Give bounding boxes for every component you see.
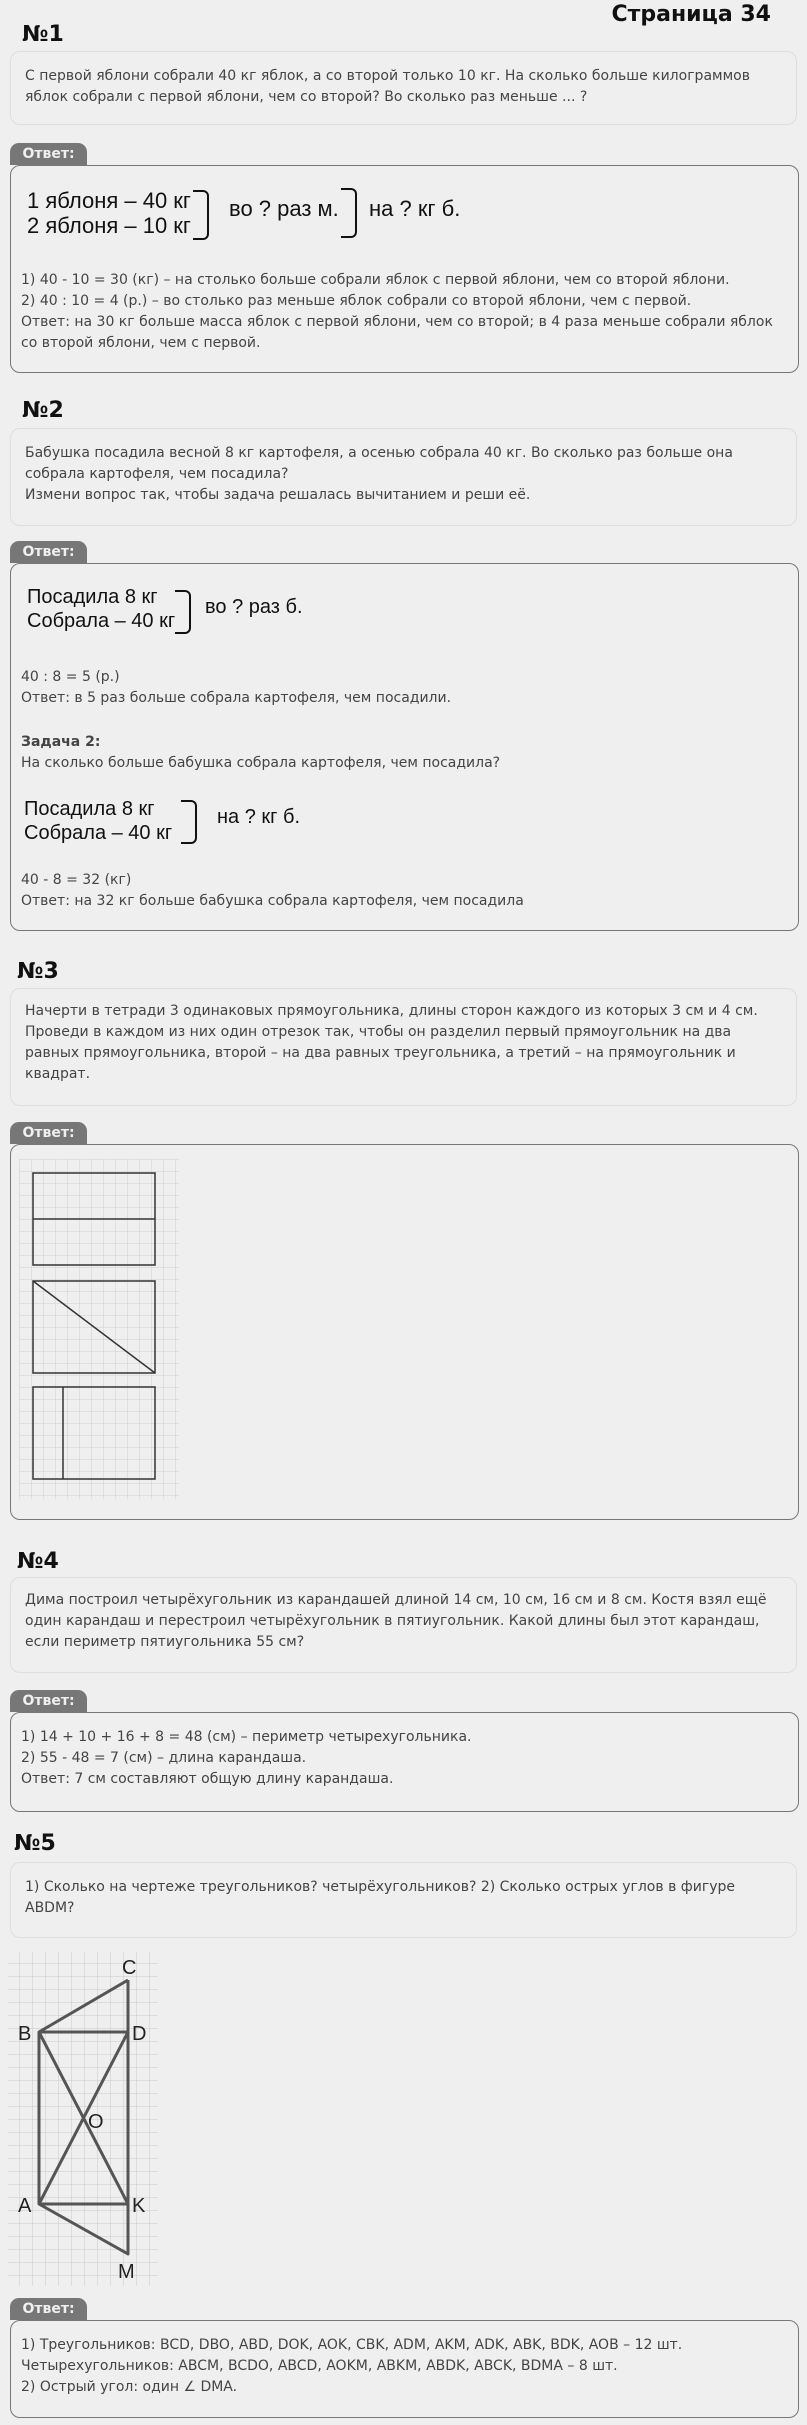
- task5-figure: [6, 1950, 166, 2290]
- task1-answer: [10, 165, 799, 373]
- task3-question: [10, 988, 797, 1106]
- task1-scheme-line1: 1 яблоня – 40 кг: [27, 188, 191, 213]
- task2-number: №2: [22, 398, 64, 423]
- task4-answer-text: [21, 1727, 788, 1790]
- task2-answer2: [21, 870, 788, 912]
- task1-brace1: [193, 190, 209, 240]
- label-d: D: [132, 2023, 147, 2045]
- answer-line: Ответ: в 5 раз больше собрала картофеля, чем посадили.: [21, 690, 452, 706]
- task2-question-text: Бабушка посадила весной 8 кг картофеля, а осенью собрала 40 кг. Во сколько раз больше она собрала картофеля, чем посадила?: [25, 445, 733, 482]
- task5-question: [10, 1862, 797, 1938]
- task3-question-text: Начерти в тетради 3 одинаковых прямоугольника, длины сторон каждого из которых 3 см и 4 см. Проведи в каждом из них один отрезок так, чтобы он разделил первый прямоугольник на два равных прямоугольника, второй – на два равных треугольника, а третий – на прямоугольник и квадрат.: [25, 1003, 758, 1082]
- task5-answer: [10, 2320, 799, 2418]
- answer-line: 1) 40 - 10 = 30 (кг) – на столько больше собрали яблок с первой яблони, чем со второй яблони.: [21, 272, 730, 288]
- subtask-question: На сколько больше бабушка собрала картофеля, чем посадила?: [21, 755, 501, 771]
- task5-answer-text: [21, 2335, 788, 2398]
- task1-scheme-line2: 2 яблоня – 10 кг: [27, 213, 191, 238]
- task5-number: №5: [14, 1831, 56, 1856]
- task2-scheme1-line2: Собрала – 40 кг: [27, 610, 176, 632]
- task3-answer: [10, 1144, 799, 1520]
- task4-question: [10, 1577, 797, 1673]
- answer-tab: Ответ:: [10, 1122, 87, 1144]
- task1-question-text: С первой яблони собрали 40 кг яблок, а со второй только 10 кг. На сколько больше килограммов яблок собрали с первой яблони, чем со второй? Во сколько раз меньше ... ?: [25, 68, 750, 105]
- task2-brace2: [181, 800, 197, 844]
- answer-line: Ответ: 7 см составляют общую длину карандаша.: [21, 1771, 394, 1787]
- task2-question: [10, 428, 797, 526]
- answer-line: Четырехугольников: ABCM, BCDO, ABCD, AOKM, ABKM, ABDK, ABCK, BDMA – 8 шт.: [21, 2358, 618, 2374]
- task4-number: №4: [17, 1549, 59, 1574]
- task1-answer-text: [21, 270, 788, 354]
- task2-answer1: [21, 667, 788, 709]
- answer-line: 2) Острый угол: один ∠ DMA.: [21, 2379, 238, 2395]
- task5-question-text: 1) Сколько на чертеже треугольников? четырёхугольников? 2) Сколько острых углов в фигуре ABDM?: [25, 1879, 735, 1916]
- task1-number: №1: [22, 22, 64, 47]
- answer-line: Ответ: на 30 кг больше масса яблок с первой яблони, чем со второй; в 4 раза меньше собрали яблок со второй яблони, чем с первой.: [21, 314, 773, 351]
- task2-answer: [10, 563, 799, 931]
- task2-scheme1-q: во ? раз б.: [205, 596, 303, 618]
- answer-line: 1) 14 + 10 + 16 + 8 = 48 (см) – периметр четырехугольника.: [21, 1729, 472, 1745]
- label-a: A: [18, 2195, 32, 2217]
- task1-brace2: [341, 188, 357, 238]
- answer-line: 40 - 8 = 32 (кг): [21, 872, 132, 888]
- task2-scheme2-line2: Собрала – 40 кг: [24, 822, 173, 844]
- label-m: M: [118, 2261, 135, 2283]
- answer-line: 2) 55 - 48 = 7 (см) – длина карандаша.: [21, 1750, 307, 1766]
- task1-question: [10, 51, 797, 125]
- task2-scheme2-q: на ? кг б.: [217, 806, 301, 828]
- answer-line: 2) 40 : 10 = 4 (р.) – во столько раз меньше яблок собрали со второй яблони, чем с первой.: [21, 293, 692, 309]
- answer-tab: Ответ:: [10, 541, 87, 563]
- answer-line: 1) Треугольников: BCD, DBO, ABD, DOK, AOK, CBK, ADM, AKM, ADK, ABK, BDK, AOB – 12 шт.: [21, 2337, 683, 2353]
- task4-question-text: Дима построил четырёхугольник из карандашей длиной 14 см, 10 см, 16 см и 8 см. Костя взял ещё один карандаш и перестроил четырёхугольник в пятиугольник. Какой длины был этот карандаш, если периметр пятиугольника 55 см?: [25, 1592, 767, 1650]
- task1-scheme-q2: на ? кг б.: [369, 196, 461, 221]
- answer-tab: Ответ:: [10, 143, 87, 165]
- answer-line: Ответ: на 32 кг больше бабушка собрала картофеля, чем посадила: [21, 893, 524, 909]
- label-c: C: [122, 1957, 137, 1979]
- task4-answer: [10, 1712, 799, 1812]
- task1-scheme-q1: во ? раз м.: [229, 196, 339, 221]
- label-b: B: [18, 2023, 32, 2045]
- task2-scheme2-line1: Посадила 8 кг: [24, 798, 155, 820]
- task3-rectangles-drawing: [19, 1159, 179, 1499]
- answer-tab: Ответ:: [10, 2298, 87, 2320]
- task3-number: №3: [17, 959, 59, 984]
- answer-line: 40 : 8 = 5 (р.): [21, 669, 120, 685]
- page-title: Страница 34: [611, 2, 771, 27]
- task2-subtask: [21, 732, 788, 774]
- task2-question-text: Измени вопрос так, чтобы задача решалась вычитанием и реши её.: [25, 487, 531, 503]
- label-o: O: [88, 2111, 104, 2133]
- label-k: K: [132, 2195, 146, 2217]
- task2-scheme1-line1: Посадила 8 кг: [27, 586, 158, 608]
- answer-tab: Ответ:: [10, 1690, 87, 1712]
- task2-brace1: [175, 590, 191, 634]
- subtask-title: Задача 2:: [21, 734, 101, 750]
